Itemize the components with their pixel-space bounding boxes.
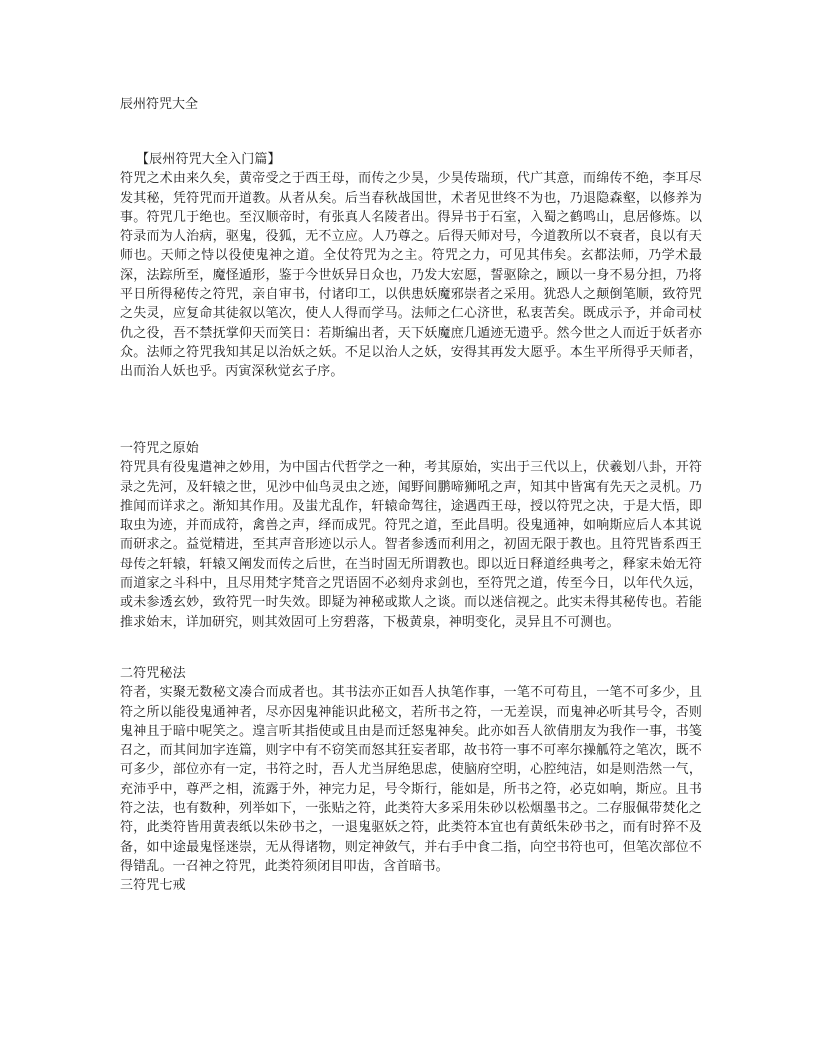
- section-paragraph: 符者，实聚无数秘文凑合而成者也。其书法亦正如吾人执笔作事，一笔不可苟且，一笔不可多少，且符之所以能役鬼通神者，尽亦因鬼神能识此秘文，若所书之符，一无差误，而鬼神必听其号令，否则鬼神且于暗中呢笑之。遑言听其指使或且由是而迁怒鬼神矣。此亦如吾人欲倩朋友为我作一事，书笺召之，而其间加字连篇，则字中有不窃笑而怒其狂妄者耶，故书符一事不可率尔操觚符之笔次，既不可多少，部位亦有一定，书符之时，吾人尤当屏绝思虑，使脑府空明，心腔纯洁，如是则浩然一气，充沛乎中，尊严之相，流露于外，神完力足，号令斯行，能如是，所书之符，必克如响，斯应。且书符之法，也有数种，列举如下，一张贴之符，此类符大多采用朱砂以松烟墨书之。二存服佩带焚化之符，此类符皆用黄表纸以朱砂书之，一退鬼驱妖之符，此类符本宜也有黄纸朱砂书之，而有时猝不及备，如中途最鬼怪迷崇，无从得诸物，则定神敛气，并右手中食二指，向空书符也可，但笔次部位不得错乱。一召神之符咒，此类符须闭目叩齿，含首暗书。: [120, 685, 702, 874]
- section-heading: 一符咒之原始: [120, 441, 199, 456]
- intro-paragraph: 符咒之术由来久矣，黄帝受之于西王母，而传之少昊，少昊传瑞顼，代广其意，而绵传不绝，李耳尽发其秘，凭符咒而开道教。从者从矣。后当春秋战国世，术者见世终不为也，乃退隐森壑，以修养为事。符咒几于绝也。至汉顺帝时，有张真人名陵者出。得异书于石室，入蜀之鹤鸣山，息居修炼。以符录而为人治病，驱鬼，役狐，无不立应。人乃尊之。后得天师对号，今道教所以不衰者，良以有天师也。天师之恃以役使鬼神之道。全仗符咒为之主。符咒之力，可见其伟矣。玄都法师，乃学术最深，法踪所至，魔怪遁形，鉴于今世妖异日众也，乃发大宏愿，誓驱除之，顾以一身不易分担，乃将平日所得秘传之符咒，亲自审书，付诸印工，以供患妖魔邪崇者之采用。犹恐人之颠倒笔顺，致符咒之失灵，应复命其徒叙以笔次，使人人得而学马。法师之仁心济世，私衷苦矣。既成示予，并命司杖仇之役，吾不禁抚掌仰天而笑日：若斯编出者，天下妖魔庶几遁迹无遗乎。然今世之人而近于妖者亦众。法师之符咒我知其足以治妖之妖。不足以治人之妖，安得其再发大愿乎。本生平所得乎天师者，出而治人妖也乎。丙寅深秋觉玄子序。: [120, 171, 702, 380]
- intro-section: [120, 150, 702, 382]
- section-paragraph: 符咒具有役鬼遣神之妙用，为中国古代哲学之一种，考其原始，实出于三代以上，伏羲划八卦，开符录之先河，及轩辕之世，见沙中仙鸟灵虫之迹，闻野间鹏啼狮吼之声，知其中皆寓有先天之灵机。乃推闻而详求之。渐知其作用。及蚩尤乱作，轩辕命驾往，途遇西王母，授以符咒之决，于是大悟，即取虫为迹，并而成符，禽兽之声，绎而成咒。符咒之道，至此昌明。役鬼通神，如响斯应后人本其说而研求之。益觉精进，至其声音形迹以示人。智者参透而利用之，初固无限于教也。且符咒皆系西王母传之轩辕，轩辕又阐发而传之后世，在当时固无所谓教也。即以近日释道经典考之，释家未始无符而道家之斗科中，且尽用梵字梵音之咒语固不必刻舟求剑也，至符咒之道，传至今日，以年代久远，或未参透玄妙，致符咒一时失效。即疑为神秘或欺人之谈。而以迷信视之。此实未得其秘传也。若能推求始末，详加研究，则其效固可上穷碧落，下极黄泉，神明变化，灵异且不可测也。: [120, 460, 702, 630]
- section-secret-method: [120, 664, 702, 896]
- document-title: 辰州符咒大全: [120, 97, 199, 112]
- section-origin: [120, 439, 702, 632]
- intro-heading: 【辰州符咒大全入门篇】: [136, 152, 281, 167]
- section-heading: 二符咒秘法: [120, 666, 186, 681]
- section-heading: 三符咒七戒: [120, 878, 186, 894]
